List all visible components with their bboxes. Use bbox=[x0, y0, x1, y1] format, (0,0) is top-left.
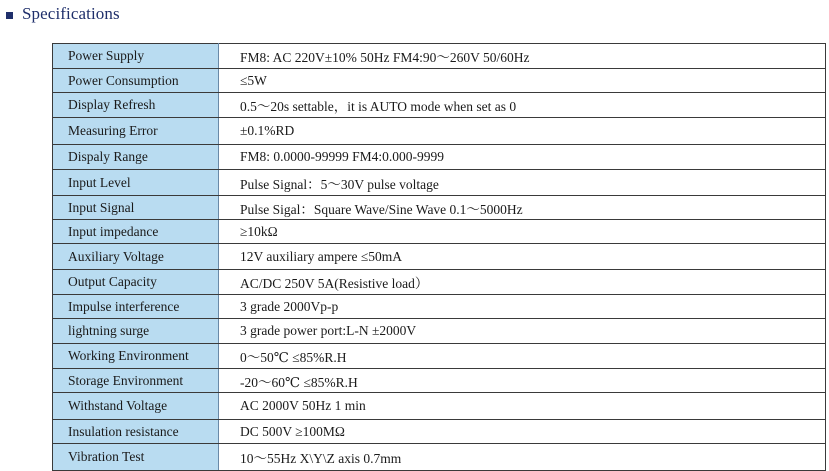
spec-value: ±0.1%RD bbox=[219, 118, 826, 145]
table-row bbox=[53, 93, 826, 118]
spec-value: FM8: AC 220V±10% 50Hz FM4:90～260V 50/60Hz bbox=[219, 44, 826, 69]
spec-value: 10～55Hz X\Y\Z axis 0.7mm bbox=[219, 444, 826, 471]
table-row bbox=[53, 393, 826, 420]
table-row bbox=[53, 295, 826, 319]
spec-value: 3 grade power port:L-N ±2000V bbox=[219, 319, 826, 344]
spec-label: Insulation resistance bbox=[53, 420, 219, 444]
table-row bbox=[53, 69, 826, 93]
spec-value: ≥10kΩ bbox=[219, 220, 826, 244]
spec-label: Withstand Voltage bbox=[53, 393, 219, 420]
section-heading bbox=[6, 3, 120, 25]
section-title: Specifications bbox=[22, 4, 120, 23]
spec-label: Output Capacity bbox=[53, 270, 219, 295]
spec-label: Power Supply bbox=[53, 44, 219, 69]
spec-label: Measuring Error bbox=[53, 118, 219, 145]
square-bullet-icon bbox=[6, 12, 13, 19]
spec-value: 12V auxiliary ampere ≤50mA bbox=[219, 244, 826, 270]
spec-value: 0.5～20s settable，it is AUTO mode when set as 0 bbox=[219, 93, 826, 118]
spec-value: AC/DC 250V 5A(Resistive load） bbox=[219, 270, 826, 295]
spec-label: Vibration Test bbox=[53, 444, 219, 471]
spec-value: 3 grade 2000Vp-p bbox=[219, 295, 826, 319]
table-row bbox=[53, 44, 826, 69]
spec-value: DC 500V ≥100MΩ bbox=[219, 420, 826, 444]
spec-value: -20～60℃ ≤85%R.H bbox=[219, 369, 826, 393]
spec-label: Auxiliary Voltage bbox=[53, 244, 219, 270]
spec-value: ≤5W bbox=[219, 69, 826, 93]
table-row bbox=[53, 170, 826, 196]
spec-label: Display Refresh bbox=[53, 93, 219, 118]
spec-label: Impulse interference bbox=[53, 295, 219, 319]
spec-value: 0～50℃ ≤85%R.H bbox=[219, 344, 826, 369]
spec-label: Working Environment bbox=[53, 344, 219, 369]
table-row bbox=[53, 344, 826, 369]
table-row bbox=[53, 220, 826, 244]
spec-label: Storage Environment bbox=[53, 369, 219, 393]
spec-label: Power Consumption bbox=[53, 69, 219, 93]
table-row bbox=[53, 244, 826, 270]
spec-value: FM8: 0.0000-99999 FM4:0.000-9999 bbox=[219, 145, 826, 170]
spec-label: Input Level bbox=[53, 170, 219, 196]
table-row bbox=[53, 196, 826, 220]
spec-label: Dispaly Range bbox=[53, 145, 219, 170]
table-row bbox=[53, 444, 826, 471]
spec-label: Input Signal bbox=[53, 196, 219, 220]
table-row bbox=[53, 369, 826, 393]
spec-label: Input impedance bbox=[53, 220, 219, 244]
spec-value: Pulse Signal：5～30V pulse voltage bbox=[219, 170, 826, 196]
specifications-table bbox=[52, 43, 826, 471]
spec-label: lightning surge bbox=[53, 319, 219, 344]
spec-value: Pulse Sigal：Square Wave/Sine Wave 0.1～5000Hz bbox=[219, 196, 826, 220]
table-row bbox=[53, 145, 826, 170]
spec-value: AC 2000V 50Hz 1 min bbox=[219, 393, 826, 420]
table-row bbox=[53, 319, 826, 344]
table-row bbox=[53, 270, 826, 295]
table-row bbox=[53, 118, 826, 145]
table-row bbox=[53, 420, 826, 444]
